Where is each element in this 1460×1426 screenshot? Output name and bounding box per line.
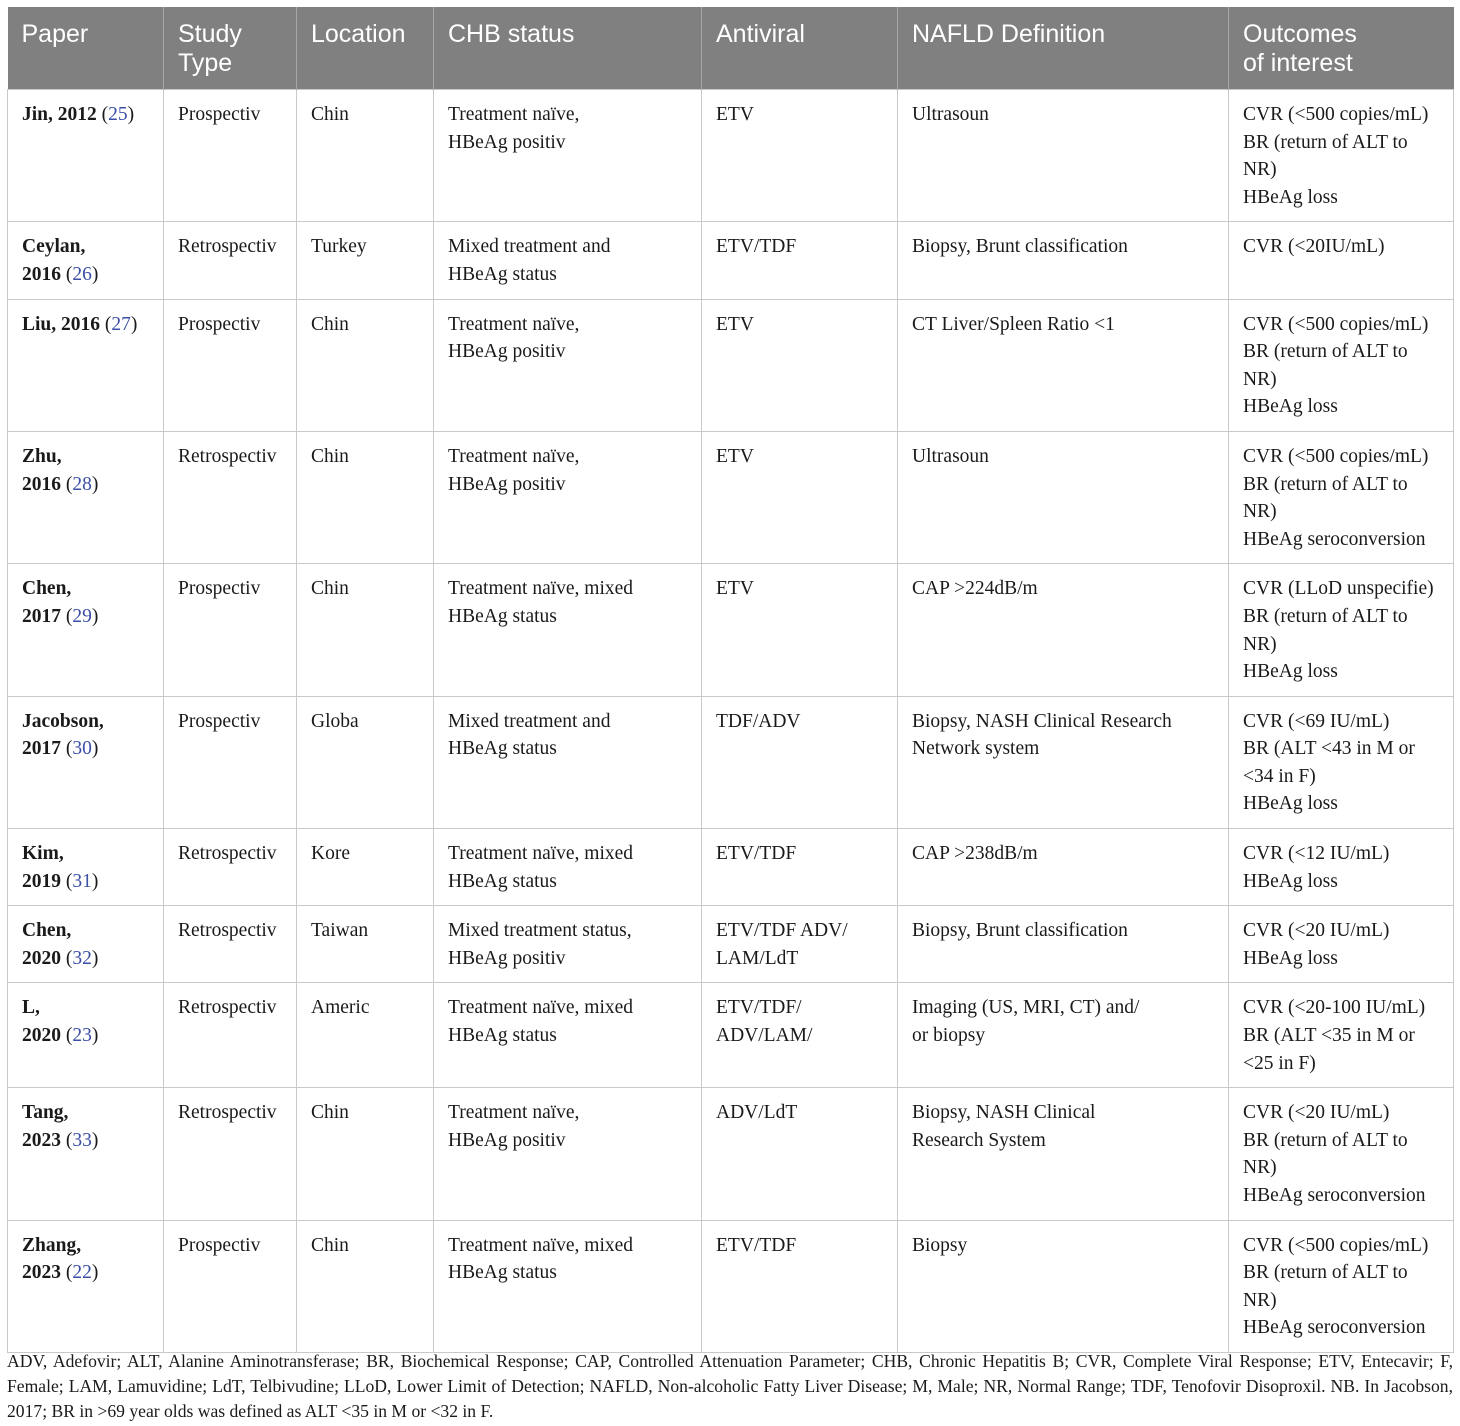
cell-line: <25 in F)	[1243, 1052, 1316, 1074]
paper-line: 2023 (33)	[22, 1129, 99, 1151]
cell-line: CVR (<20 IU/mL)	[1243, 1102, 1390, 1124]
cell-antiviral	[702, 829, 898, 906]
cell-line: HBeAg status	[448, 1025, 557, 1047]
reference-link[interactable]: 23	[72, 1025, 92, 1047]
cell-line: BR (return of ALT to	[1243, 131, 1408, 153]
cell-line: NR)	[1243, 501, 1277, 523]
cell-location: Turkey	[297, 222, 434, 299]
cell-line: CVR (<20-100 IU/mL)	[1243, 997, 1426, 1019]
column-header-line: Outcomes	[1243, 20, 1357, 48]
cell-type: Retrospectiv	[164, 431, 297, 563]
reference-link[interactable]: 31	[72, 870, 92, 892]
cell-line: Treatment naïve,	[448, 445, 580, 467]
cell-line: Biopsy, Brunt classification	[912, 236, 1128, 258]
cell-line: CVR (<12 IU/mL)	[1243, 843, 1390, 865]
cell-line: HBeAg seroconversion	[1243, 1185, 1426, 1206]
cell-line: Treatment naïve, mixed	[448, 578, 634, 600]
paper-line	[22, 917, 149, 945]
cell-outcomes	[1229, 564, 1454, 696]
cell-type: Prospectiv	[164, 1220, 297, 1352]
cell-line: Treatment naïve, mixed	[448, 997, 634, 1019]
cell-line: HBeAg status	[448, 738, 557, 760]
table-row	[8, 696, 1454, 828]
cell-paper	[8, 906, 164, 983]
cell-paper	[8, 299, 164, 431]
cell-antiviral	[702, 983, 898, 1088]
cell-outcomes	[1229, 1220, 1454, 1352]
paper-name: 2023	[22, 1262, 61, 1284]
cell-line: NR)	[1243, 368, 1277, 390]
cell-location: Chin	[297, 1088, 434, 1220]
cell-line: HBeAg loss	[1243, 793, 1338, 815]
paper-line: 2019 (31)	[22, 870, 99, 892]
cell-line: Mixed treatment status,	[448, 920, 632, 942]
cell-paper	[8, 829, 164, 906]
cell-location: Chin	[297, 299, 434, 431]
cell-line: ETV	[716, 313, 754, 335]
paper-line	[22, 233, 149, 261]
paper-name: 2020	[22, 1025, 61, 1047]
cell-antiviral	[702, 906, 898, 983]
cell-antiviral	[702, 1220, 898, 1352]
cell-paper	[8, 222, 164, 299]
column-header-outcomes-of-interest	[1229, 7, 1454, 90]
cell-line: Biopsy, NASH Clinical	[912, 1102, 1096, 1124]
cell-line: Network system	[912, 738, 1040, 760]
paper-line	[22, 708, 149, 736]
cell-paper	[8, 431, 164, 563]
cell-paper	[8, 983, 164, 1088]
cell-outcomes	[1229, 983, 1454, 1088]
cell-line: Mixed treatment and	[448, 710, 611, 732]
cell-chb	[434, 299, 702, 431]
cell-line: BR (ALT <35 in M or	[1243, 1025, 1415, 1047]
cell-line: Ultrasoun	[912, 104, 989, 125]
column-header-line: NAFLD Definition	[912, 20, 1106, 48]
cell-line: CAP >224dB/m	[912, 578, 1038, 600]
column-header-nafld-definition	[898, 7, 1229, 90]
paper-name: Zhang,	[22, 1234, 82, 1256]
cell-antiviral	[702, 222, 898, 299]
cell-nafld	[898, 222, 1229, 299]
cell-chb	[434, 1220, 702, 1352]
paper-line	[22, 994, 149, 1022]
table-row	[8, 906, 1454, 983]
paper-line: 2020 (23)	[22, 1025, 99, 1047]
cell-chb	[434, 431, 702, 563]
cell-paper	[8, 1088, 164, 1220]
cell-line: LAM/LdT	[716, 947, 799, 969]
table-row	[8, 431, 1454, 563]
table-row	[8, 222, 1454, 299]
paper-line: 2017 (30)	[22, 738, 99, 760]
column-header-study-type	[164, 7, 297, 90]
paper-name: Kim,	[22, 843, 64, 865]
cell-line: Treatment naïve,	[448, 313, 580, 335]
cell-nafld	[898, 564, 1229, 696]
table-row	[8, 1088, 1454, 1220]
cell-line: NR)	[1243, 633, 1277, 655]
cell-line: HBeAg loss	[1243, 661, 1338, 683]
cell-line: ETV/TDF ADV/	[716, 920, 848, 942]
column-header-line: Type	[178, 49, 233, 77]
reference-link[interactable]: 32	[72, 947, 92, 969]
cell-type: Retrospectiv	[164, 222, 297, 299]
cell-line: CAP >238dB/m	[912, 843, 1038, 865]
cell-location: Globa	[297, 696, 434, 828]
cell-type: Retrospectiv	[164, 1088, 297, 1220]
cell-line: HBeAg loss	[1243, 396, 1338, 418]
cell-outcomes	[1229, 431, 1454, 563]
cell-chb	[434, 90, 702, 222]
cell-chb	[434, 222, 702, 299]
column-header-chb-status	[434, 7, 702, 90]
cell-type: Prospectiv	[164, 696, 297, 828]
cell-line: HBeAg loss	[1243, 186, 1338, 208]
cell-line: ETV/TDF	[716, 1234, 797, 1256]
cell-line: CVR (<500 copies/mL)	[1243, 104, 1429, 125]
cell-line: HBeAg positiv	[448, 1129, 566, 1151]
cell-nafld	[898, 1220, 1229, 1352]
table-footnote: ADV, Adefovir; ALT, Alanine Aminotransferase; BR, Biochemical Response; CAP, Controlled Attenuation Parameter; CHB, Chronic Hepatitis B; CVR, Complete Viral Response; ETV, Entecavir; F, Female; LAM, Lamuvidine; LdT, Telbivudine; LLoD, Lower Limit of Detection; NAFLD, Non-alcoholic Fatty Liver Disease; M, Male; NR, Normal Range; TDF, Tenofovir Disoproxil. NB. In Jacobson, 2017; BR in >69 year olds was defined as ALT <35 in M or <32 in F.	[7, 1351, 1453, 1421]
cell-nafld	[898, 431, 1229, 563]
cell-line: NR)	[1243, 1289, 1277, 1311]
cell-line: HBeAg loss	[1243, 947, 1338, 969]
cell-line: <34 in F)	[1243, 765, 1316, 787]
cell-line: CVR (<20 IU/mL)	[1243, 920, 1390, 942]
cell-chb	[434, 983, 702, 1088]
cell-line: Treatment naïve, mixed	[448, 1234, 634, 1256]
cell-line: BR (ALT <43 in M or	[1243, 738, 1415, 760]
paper-line: Jin, 2012 (25)	[22, 104, 135, 125]
cell-paper	[8, 1220, 164, 1352]
cell-paper	[8, 564, 164, 696]
cell-line: CT Liver/Spleen Ratio <1	[912, 313, 1115, 335]
paper-line: Liu, 2016 (27)	[22, 313, 138, 335]
cell-line: ETV	[716, 445, 754, 467]
cell-line: CVR (<69 IU/mL)	[1243, 710, 1390, 732]
paper-name: 2016	[22, 263, 61, 285]
cell-outcomes	[1229, 1088, 1454, 1220]
cell-line: NR)	[1243, 159, 1277, 181]
cell-line: HBeAg status	[448, 1262, 557, 1284]
cell-line: HBeAg seroconversion	[1243, 528, 1426, 550]
cell-chb	[434, 829, 702, 906]
reference-link[interactable]: 22	[72, 1262, 92, 1284]
cell-location: Kore	[297, 829, 434, 906]
paper-name: Chen,	[22, 920, 72, 942]
cell-line: CVR (<500 copies/mL)	[1243, 313, 1429, 335]
cell-type: Retrospectiv	[164, 983, 297, 1088]
cell-line: Mixed treatment and	[448, 236, 611, 258]
cell-line: HBeAg seroconversion	[1243, 1317, 1426, 1339]
cell-line: Biopsy, Brunt classification	[912, 920, 1128, 942]
reference-link[interactable]: 33	[72, 1129, 92, 1151]
cell-line: Research System	[912, 1129, 1046, 1151]
reference-link[interactable]: 28	[72, 473, 92, 495]
paper-name: 2019	[22, 870, 61, 892]
cell-line: HBeAg status	[448, 263, 557, 285]
paper-name: 2016	[22, 473, 61, 495]
paper-name: Jacobson,	[22, 710, 104, 732]
cell-line: ETV	[716, 104, 754, 125]
cell-antiviral	[702, 299, 898, 431]
column-header-line: CHB status	[448, 20, 575, 48]
column-header-antiviral	[702, 7, 898, 90]
paper-name: 2023	[22, 1129, 61, 1151]
reference-link[interactable]: 29	[72, 605, 92, 627]
cell-antiviral	[702, 564, 898, 696]
cell-line: HBeAg positiv	[448, 131, 566, 153]
cell-type: Prospectiv	[164, 90, 297, 222]
cell-location: Taiwan	[297, 906, 434, 983]
paper-name: Tang,	[22, 1102, 69, 1124]
table-row	[8, 564, 1454, 696]
cell-line: CVR (LLoD unspecifie)	[1243, 578, 1434, 600]
cell-location: Chin	[297, 564, 434, 696]
cell-line: Treatment naïve, mixed	[448, 843, 634, 865]
table-body	[8, 90, 1454, 1353]
cell-line: Treatment naïve,	[448, 104, 580, 125]
table-row	[8, 1220, 1454, 1352]
paper-name: Ceylan,	[22, 236, 86, 258]
paper-line	[22, 840, 149, 868]
table-header-row	[8, 7, 1454, 90]
cell-line: BR (return of ALT to	[1243, 1262, 1408, 1284]
cell-line: HBeAg status	[448, 605, 557, 627]
cell-nafld	[898, 983, 1229, 1088]
cell-nafld	[898, 906, 1229, 983]
cell-type: Retrospectiv	[164, 906, 297, 983]
cell-line: BR (return of ALT to	[1243, 605, 1408, 627]
paper-name: Zhu,	[22, 445, 62, 467]
reference-link[interactable]: 25	[108, 104, 128, 125]
cell-nafld	[898, 696, 1229, 828]
cell-type: Prospectiv	[164, 564, 297, 696]
cell-type: Prospectiv	[164, 299, 297, 431]
paper-name: 2017	[22, 738, 61, 760]
cell-line: ADV/LdT	[716, 1102, 798, 1124]
reference-link[interactable]: 30	[72, 738, 92, 760]
cell-antiviral	[702, 90, 898, 222]
paper-line: 2023 (22)	[22, 1262, 99, 1284]
paper-name: L,	[22, 997, 40, 1019]
cell-line: Biopsy, NASH Clinical Research	[912, 710, 1172, 732]
cell-line: NR)	[1243, 1157, 1277, 1179]
paper-name: Jin, 2012	[22, 104, 97, 125]
cell-line: ETV/TDF/	[716, 997, 802, 1019]
column-header-line: Study	[178, 20, 242, 48]
column-header-line: of interest	[1243, 49, 1353, 77]
cell-paper	[8, 696, 164, 828]
cell-chb	[434, 1088, 702, 1220]
cell-line: Treatment naïve,	[448, 1102, 580, 1124]
cell-location: Chin	[297, 1220, 434, 1352]
paper-name: 2020	[22, 947, 61, 969]
paper-line	[22, 443, 149, 471]
studies-table-container	[7, 7, 1453, 1353]
cell-line: BR (return of ALT to	[1243, 1129, 1408, 1151]
cell-line: ADV/LAM/	[716, 1025, 813, 1047]
cell-outcomes	[1229, 222, 1454, 299]
cell-type: Retrospectiv	[164, 829, 297, 906]
cell-location: Chin	[297, 431, 434, 563]
paper-line: 2020 (32)	[22, 947, 99, 969]
cell-outcomes	[1229, 696, 1454, 828]
cell-antiviral	[702, 1088, 898, 1220]
cell-nafld	[898, 90, 1229, 222]
cell-line: BR (return of ALT to	[1243, 473, 1408, 495]
paper-line: 2016 (28)	[22, 473, 99, 495]
cell-paper	[8, 90, 164, 222]
cell-line: HBeAg positiv	[448, 341, 566, 363]
cell-nafld	[898, 1088, 1229, 1220]
cell-outcomes	[1229, 829, 1454, 906]
cell-nafld	[898, 299, 1229, 431]
cell-chb	[434, 906, 702, 983]
cell-line: CVR (<20IU/mL)	[1243, 236, 1385, 258]
paper-line	[22, 575, 149, 603]
paper-line: 2017 (29)	[22, 605, 99, 627]
cell-outcomes	[1229, 906, 1454, 983]
reference-link[interactable]: 27	[111, 313, 131, 335]
cell-line: Ultrasoun	[912, 445, 989, 467]
column-header-location	[297, 7, 434, 90]
column-header-line: Antiviral	[716, 20, 805, 48]
cell-nafld	[898, 829, 1229, 906]
column-header-line: Location	[311, 20, 406, 48]
cell-location: Chin	[297, 90, 434, 222]
reference-link[interactable]: 26	[72, 263, 92, 285]
paper-name: 2017	[22, 605, 61, 627]
cell-line: ETV	[716, 578, 754, 600]
cell-line: CVR (<500 copies/mL)	[1243, 445, 1429, 467]
studies-table	[7, 7, 1454, 1353]
cell-line: TDF/ADV	[716, 710, 801, 732]
cell-antiviral	[702, 431, 898, 563]
cell-outcomes	[1229, 90, 1454, 222]
cell-line: or biopsy	[912, 1025, 986, 1047]
table-row	[8, 829, 1454, 906]
cell-location: Americ	[297, 983, 434, 1088]
paper-line	[22, 1099, 149, 1127]
cell-line: HBeAg status	[448, 870, 557, 892]
table-row	[8, 90, 1454, 222]
cell-line: ETV/TDF	[716, 843, 797, 865]
cell-line: Imaging (US, MRI, CT) and/	[912, 997, 1140, 1019]
paper-line	[22, 1232, 149, 1260]
column-header-line: Paper	[21, 20, 89, 48]
cell-line: BR (return of ALT to	[1243, 341, 1408, 363]
paper-name: Liu, 2016	[22, 313, 101, 335]
cell-chb	[434, 564, 702, 696]
cell-line: HBeAg positiv	[448, 947, 566, 969]
cell-line: CVR (<500 copies/mL)	[1243, 1234, 1429, 1256]
cell-outcomes	[1229, 299, 1454, 431]
cell-line: HBeAg positiv	[448, 473, 566, 495]
cell-line: ETV/TDF	[716, 236, 797, 258]
column-header-paper	[8, 7, 164, 90]
paper-name: Chen,	[22, 578, 72, 600]
cell-line: Biopsy	[912, 1234, 968, 1256]
cell-line: HBeAg loss	[1243, 870, 1338, 892]
table-row	[8, 299, 1454, 431]
table-row	[8, 983, 1454, 1088]
cell-antiviral	[702, 696, 898, 828]
paper-line: 2016 (26)	[22, 263, 99, 285]
cell-chb	[434, 696, 702, 828]
